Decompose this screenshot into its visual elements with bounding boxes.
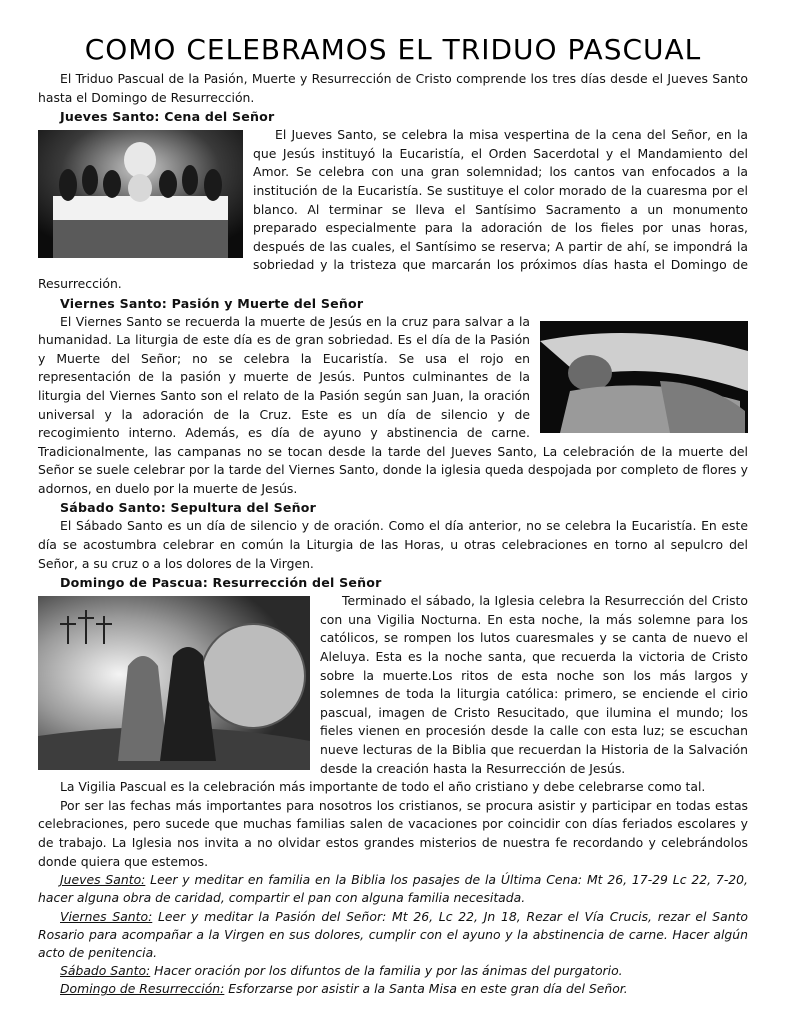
tip-text: Leer y meditar la Pasión del Señor: Mt 26, Lc 22, Jn 18, Rezar el Vía Crucis, rezar el Santo Rosario para acompañar a la Virgen en sus dolores, cumplir con el ayuno y la abstinencia de carne. Hacer algún acto de penitencia. bbox=[38, 908, 749, 960]
section-body-sabado: El Sábado Santo es un día de silencio y de oración. Como el día anterior, no se celebra la Eucaristía. En este día se acostumbra celebrar en común la Liturgia de las Horas, u otras celebraciones en torno al sepulcro del Señor, a su cruz o a los dolores de la Virgen. bbox=[38, 518, 748, 571]
section-heading-domingo: Domingo de Pascua: Resurrección del Señor bbox=[60, 575, 382, 591]
intro-paragraph: El Triduo Pascual de la Pasión, Muerte y Resurrección de Cristo comprende los tres días desde el Jueves Santo hasta el Domingo de Resurrección. bbox=[38, 71, 748, 105]
tip-text: Leer y meditar en familia en la Biblia los pasajes de la Última Cena: Mt 26, 17-29 Lc 22, 7-20, hacer alguna obra de caridad, compartir el pan con alguna familia necesitada. bbox=[38, 872, 748, 906]
tip-lead: Domingo de Resurrección: bbox=[60, 981, 225, 997]
section-heading-viernes: Viernes Santo: Pasión y Muerte del Señor bbox=[60, 295, 364, 311]
section-body-viernes: El Viernes Santo se recuerda la muerte de Jesús en la cruz para salvar a la humanidad. La liturgia de este día es de gran sobriedad. Es el día de la Pasión y Muerte del Señor; no se celebra la Eucaristía. Se usa el rojo en representación de la pasión y muerte de Jesús. Puntos culminantes de la liturgia del Viernes Santo son el relato de la Pasión según san Juan, la oración universal y la adoración de la Cruz. Este es un día de silencio y de recogimiento interno. Además, es día de ayuno y abstinencia de carne. Tradicionalmente, las campanas no se tocan desde la tarde del Jueves Santo, La celebración de la muerte del Señor se suele celebrar por la tarde del Viernes Santo, donde la iglesia queda despojada por completo de flores y adornos, en duelo por la muerte de Jesús. bbox=[38, 313, 748, 496]
tip-text: Hacer oración por los difuntos de la familia y por las ánimas del purgatorio. bbox=[150, 963, 623, 979]
last-supper-image bbox=[38, 130, 243, 258]
tip-lead: Viernes Santo: bbox=[60, 908, 153, 924]
tip-domingo bbox=[38, 980, 748, 998]
tip-viernes bbox=[38, 908, 748, 963]
practical-tips bbox=[38, 871, 748, 998]
tip-sabado bbox=[38, 962, 748, 980]
tip-lead: Jueves Santo: bbox=[60, 872, 146, 888]
closing-paragraph-1: La Vigilia Pascual es la celebración más importante de todo el año cristiano y debe celebrarse como tal. bbox=[60, 779, 706, 795]
closing-paragraph-2: Por ser las fechas más importantes para nosotros los cristianos, se procura asistir y participar en todas estas celebraciones, pero sucede que muchas familias salen de vacaciones por coincidir con días feriados escolares y de trabajo. La Iglesia nos invita a no olvidar estos grandes misterios de nuestra fe recordando y celebrándolos donde quiera que estemos. bbox=[38, 797, 748, 869]
section-heading-sabado: Sábado Santo: Sepultura del Señor bbox=[60, 500, 317, 516]
section-body-jueves: El Jueves Santo, se celebra la misa vespertina de la cena del Señor, en la que Jesús instituyó la Eucaristía, el Orden Sacerdotal y el Mandamiento del Amor. Se celebra con una gran solemnidad; los cantos van enfocados a la institución de la Eucaristía. Se sustituye el color morado de la cuaresma por el blanco. Al terminar se lleva el Santísimo Sacramento a un monumento preparado especialmente para la adoración de los fieles por unas horas, después de las cuales, el Santísimo se reserva; A partir de ahí, se impondrá la sobriedad y la tristeza que marcarán los próximos días hasta el Domingo de Resurrección. bbox=[38, 127, 748, 291]
crucified-christ-image bbox=[540, 321, 748, 433]
section-body-domingo: Terminado el sábado, la Iglesia celebra la Resurrección del Cristo con una Vigilia Nocturna. En esta noche, la más solemne para los católicos, se rompen los lutos cuaresmales y se canta de nuevo el Aleluya. Esta es la noche santa, que recuerda la victoria de Cristo sobre la muerte.Los ritos de esta noche son los más largos y solemnes de toda la liturgia católica: primero, se enciende el cirio pascual, imagen de Cristo Resucitado, que ilumina el mundo; los fieles vienen en procesión desde la calle con esta luz; se escuchan nueve lecturas de la Biblia que recuerdan la Historia de la Salvación desde la creación hasta la Resurrección de Jesús. bbox=[320, 593, 748, 776]
tip-lead: Sábado Santo: bbox=[60, 963, 151, 979]
empty-tomb-image bbox=[38, 596, 310, 770]
tip-jueves bbox=[38, 871, 748, 907]
tip-text: Esforzarse por asistir a la Santa Misa en este gran día del Señor. bbox=[224, 981, 628, 997]
page-title: COMO CELEBRAMOS EL TRIDUO PASCUAL bbox=[84, 33, 702, 66]
section-heading-jueves: Jueves Santo: Cena del Señor bbox=[60, 109, 275, 125]
